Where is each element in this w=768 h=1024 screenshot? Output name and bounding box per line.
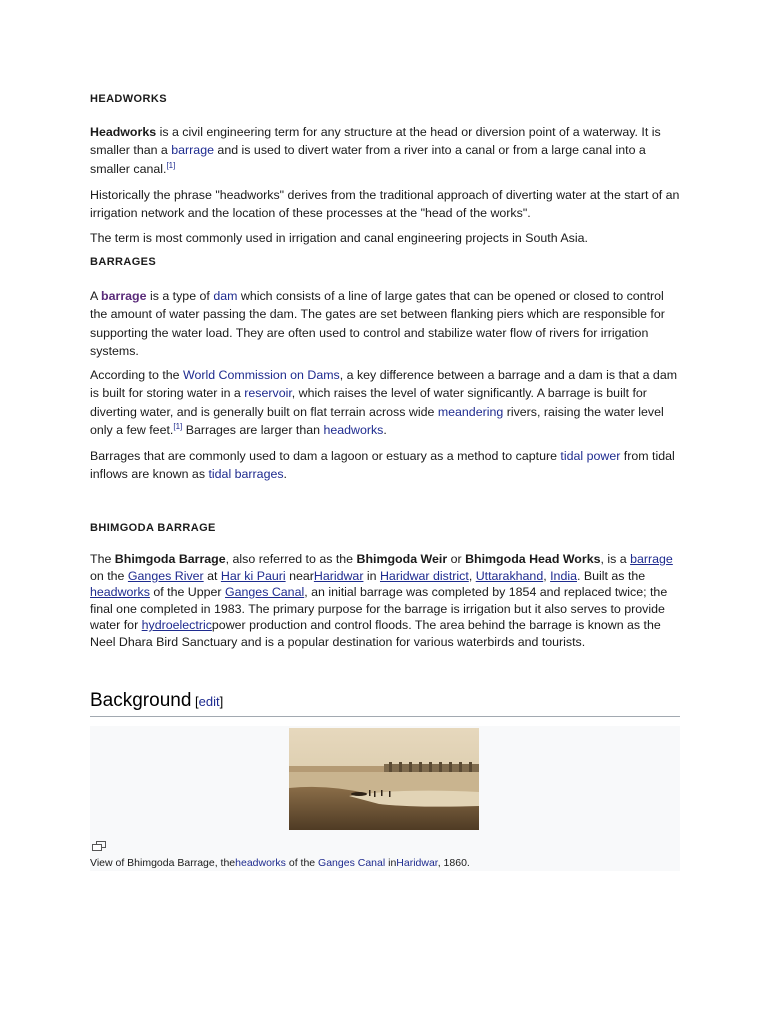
link-barrage[interactable]: barrage xyxy=(171,143,214,158)
paragraph-bhimgoda: The Bhimgoda Barrage, also referred to as the Bhimgoda Weir or Bhimgoda Head Works, is a barrage on the Ganges River at Har ki Pauri nearHaridwar in Haridwar district, Uttarakhand, India. Built as the headworks of the Upper Ganges Canal, an initial barrage was completed by 1854 and replaced twice; the final one completed in 1983. The primary purpose for the barrage is irrigation but it also serves to provide water for hydroelectricpower production and control floods. The area behind the barrage is known as the Neel Dhara Bird Sanctuary and is a popular destination for various waterbirds and tourists. xyxy=(90,552,673,649)
term-barrage[interactable]: barrage xyxy=(101,289,147,303)
link-world-commission-on-dams[interactable]: World Commission on Dams xyxy=(182,368,340,382)
link-har-ki-pauri[interactable]: Har ki Pauri xyxy=(220,568,286,583)
section-heading-headworks: HEADWORKS xyxy=(90,93,167,105)
section-heading-bhimgoda-barrage: BHIMGODA BARRAGE xyxy=(90,522,216,534)
link-tidal-power[interactable]: tidal power xyxy=(560,449,621,463)
thumbnail-figure xyxy=(90,726,680,871)
link-ganges-river[interactable]: Ganges River xyxy=(127,568,204,583)
link-haridwar[interactable]: Haridwar xyxy=(313,568,364,583)
link-meandering[interactable]: meandering xyxy=(437,404,504,419)
section-heading-barrages: BARRAGES xyxy=(90,256,157,268)
link-haridwar-district[interactable]: Haridwar district xyxy=(379,568,469,583)
link-ganges-canal[interactable]: Ganges Canal xyxy=(225,585,305,599)
term-headworks: Headworks xyxy=(90,125,157,139)
photo-bhimgoda-barrage[interactable] xyxy=(289,728,479,830)
link-haridwar[interactable]: Haridwar xyxy=(396,857,438,869)
paragraph-headworks-usage: The term is most commonly used in irrigation and canal engineering projects in South Asia. xyxy=(90,231,588,245)
link-dam[interactable]: dam xyxy=(213,289,238,303)
edit-link[interactable]: edit xyxy=(198,694,220,709)
link-hydroelectric[interactable]: hydroelectric xyxy=(141,618,212,632)
link-barrage[interactable]: barrage xyxy=(630,552,673,566)
link-tidal-barrages[interactable]: tidal barrages xyxy=(208,467,284,482)
figure-caption: View of Bhimgoda Barrage, theheadworks of the Ganges Canal inHaridwar, 1860. xyxy=(90,857,470,869)
paragraph-tidal-barrages: Barrages that are commonly used to dam a lagoon or estuary as a method to capture tidal power from tidal inflows are known as tidal barrages. xyxy=(90,449,675,482)
paragraph-barrage-definition: A barrage is a type of dam which consists of a line of large gates that can be opened or closed to control the amount of water passing the dam. The gates are set between flanking piers which are responsible for supporting the water load. They are often used to control and stabilize water flow of rivers for irrigation systems. xyxy=(90,289,665,358)
link-india[interactable]: India xyxy=(550,568,577,583)
link-ganges-canal[interactable]: Ganges Canal xyxy=(318,857,386,869)
link-headworks[interactable]: headworks xyxy=(323,422,384,437)
link-uttarakhand[interactable]: Uttarakhand xyxy=(475,568,544,583)
link-headworks[interactable]: headworks xyxy=(235,857,286,869)
link-headworks[interactable]: headworks xyxy=(90,585,150,599)
reference-1[interactable]: [1] xyxy=(166,160,176,170)
paragraph-headworks-history: Historically the phrase "headworks" derives from the traditional approach of diverting water at the start of an irrigation network and the location of these processes at the "head of the works". xyxy=(90,188,680,221)
reference-1[interactable]: [1] xyxy=(173,421,183,431)
paragraph-headworks-definition: Headworks is a civil engineering term for any structure at the head or diversion point of a waterway. It is smaller than a barrage and is used to divert water from a river into a canal or from a large canal into a smaller canal.[1] xyxy=(90,125,661,176)
magnify-icon[interactable] xyxy=(92,838,106,848)
section-heading-background: Background [edit] xyxy=(90,690,680,717)
paragraph-barrage-vs-dam: According to the World Commission on Dams, a key difference between a barrage and a dam is that a dam is built for storing water in a reservoir, which raises the level of water significantly. A barrage is built for diverting water, and is generally built on flat terrain across wide meandering rivers, raising the water level only a few feet.[1] Barrages are larger than headworks. xyxy=(90,368,678,437)
link-reservoir[interactable]: reservoir xyxy=(244,386,292,401)
